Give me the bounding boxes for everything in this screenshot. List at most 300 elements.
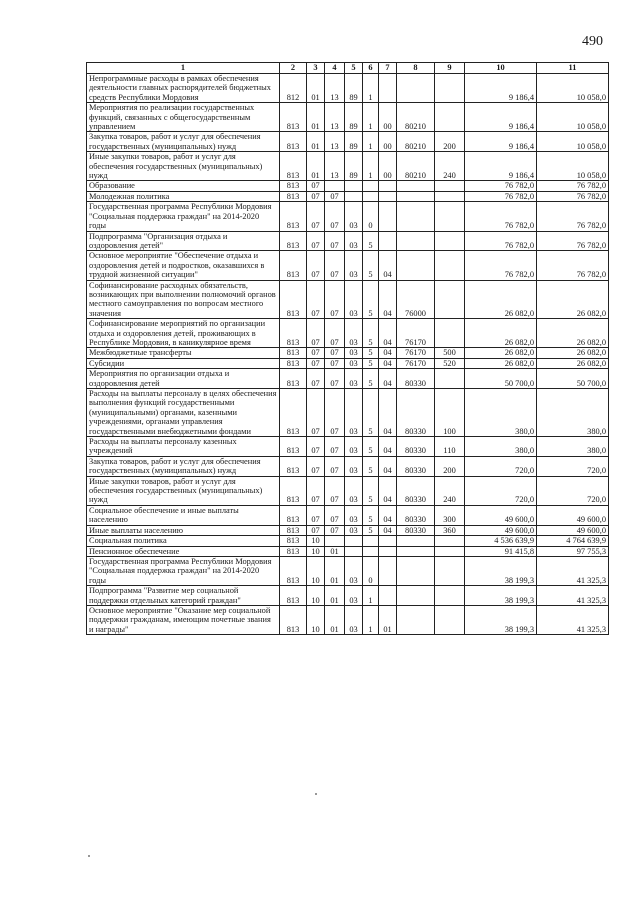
row-cell-c6: 1	[363, 152, 379, 181]
row-cell-c9: 110	[435, 437, 465, 457]
row-cell-c8: 80330	[397, 389, 435, 437]
row-name-cell: Образование	[87, 181, 280, 191]
table-row	[87, 536, 609, 546]
row-cell-c4: 07	[325, 456, 345, 476]
row-cell-c5: 03	[345, 476, 363, 505]
row-cell-c11: 49 600,0	[537, 505, 609, 525]
row-cell-c4: 13	[325, 152, 345, 181]
row-cell-c2: 813	[280, 358, 307, 368]
row-cell-c9: 200	[435, 132, 465, 152]
row-cell-c5	[345, 181, 363, 191]
row-cell-c4: 07	[325, 525, 345, 535]
row-cell-c11: 50 700,0	[537, 369, 609, 389]
row-cell-c10: 9 186,4	[465, 103, 537, 132]
row-cell-c9: 360	[435, 525, 465, 535]
row-cell-c6: 1	[363, 586, 379, 606]
row-cell-c4: 07	[325, 348, 345, 358]
row-cell-c8: 80330	[397, 525, 435, 535]
row-cell-c7: 04	[379, 319, 397, 348]
row-cell-c11: 380,0	[537, 437, 609, 457]
row-cell-c9	[435, 103, 465, 132]
row-cell-c3: 07	[307, 319, 325, 348]
row-cell-c11: 41 325,3	[537, 605, 609, 634]
row-cell-c7	[379, 536, 397, 546]
table-row	[87, 251, 609, 280]
row-name-cell: Мероприятия по организации отдыха и оздоровления детей	[87, 369, 280, 389]
row-cell-c5: 89	[345, 152, 363, 181]
row-cell-c10: 720,0	[465, 476, 537, 505]
row-cell-c11: 10 058,0	[537, 152, 609, 181]
row-cell-c10: 91 415,8	[465, 546, 537, 556]
row-cell-c2: 813	[280, 546, 307, 556]
table-row	[87, 456, 609, 476]
row-name-cell: Молодежная политика	[87, 191, 280, 201]
row-cell-c8: 76170	[397, 319, 435, 348]
row-cell-c10: 38 199,3	[465, 556, 537, 585]
row-cell-c2: 813	[280, 505, 307, 525]
row-name-cell: Субсидии	[87, 358, 280, 368]
row-cell-c9	[435, 369, 465, 389]
column-header: 9	[435, 63, 465, 74]
row-cell-c7: 04	[379, 280, 397, 319]
row-name-cell: Закупка товаров, работ и услуг для обеспечения государственных (муниципальных) нужд	[87, 132, 280, 152]
row-cell-c4: 13	[325, 74, 345, 103]
row-cell-c9	[435, 280, 465, 319]
row-cell-c10: 38 199,3	[465, 605, 537, 634]
row-cell-c11: 720,0	[537, 476, 609, 505]
row-cell-c10: 380,0	[465, 437, 537, 457]
row-cell-c11: 380,0	[537, 389, 609, 437]
row-cell-c4: 07	[325, 251, 345, 280]
row-cell-c7: 04	[379, 505, 397, 525]
table-row	[87, 280, 609, 319]
row-cell-c2: 813	[280, 556, 307, 585]
row-cell-c4: 07	[325, 369, 345, 389]
row-cell-c11: 76 782,0	[537, 251, 609, 280]
row-cell-c8: 80210	[397, 103, 435, 132]
row-cell-c11: 76 782,0	[537, 202, 609, 231]
row-cell-c2: 813	[280, 191, 307, 201]
row-cell-c6: 5	[363, 389, 379, 437]
row-name-cell: Иные закупки товаров, работ и услуг для обеспечения государственных (муниципальных) нужд	[87, 476, 280, 505]
row-cell-c7: 04	[379, 348, 397, 358]
row-cell-c10: 49 600,0	[465, 525, 537, 535]
table-row	[87, 389, 609, 437]
row-name-cell: Пенсионное обеспечение	[87, 546, 280, 556]
row-cell-c5: 03	[345, 358, 363, 368]
table-row	[87, 437, 609, 457]
row-cell-c10: 4 536 639,9	[465, 536, 537, 546]
row-cell-c4: 01	[325, 605, 345, 634]
row-cell-c5: 03	[345, 251, 363, 280]
row-name-cell: Закупка товаров, работ и услуг для обеспечения государственных (муниципальных) нужд	[87, 456, 280, 476]
row-name-cell: Иные закупки товаров, работ и услуг для обеспечения государственных (муниципальных) нужд	[87, 152, 280, 181]
row-cell-c4: 13	[325, 132, 345, 152]
row-cell-c5: 03	[345, 505, 363, 525]
row-name-cell: Социальная политика	[87, 536, 280, 546]
row-cell-c8	[397, 536, 435, 546]
row-cell-c6: 1	[363, 74, 379, 103]
row-cell-c3: 07	[307, 181, 325, 191]
table-row	[87, 132, 609, 152]
row-name-cell: Расходы на выплаты персоналу казенных учреждений	[87, 437, 280, 457]
row-cell-c8: 80210	[397, 152, 435, 181]
row-cell-c4: 07	[325, 505, 345, 525]
row-cell-c4: 07	[325, 358, 345, 368]
row-cell-c8	[397, 556, 435, 585]
row-cell-c3: 07	[307, 280, 325, 319]
row-cell-c8: 80330	[397, 369, 435, 389]
column-header: 4	[325, 63, 345, 74]
row-cell-c3: 10	[307, 556, 325, 585]
table-row	[87, 586, 609, 606]
row-cell-c2: 813	[280, 348, 307, 358]
row-cell-c6: 5	[363, 437, 379, 457]
row-cell-c5: 03	[345, 437, 363, 457]
row-cell-c3: 07	[307, 231, 325, 251]
row-cell-c6: 5	[363, 505, 379, 525]
row-cell-c3: 01	[307, 152, 325, 181]
table-row	[87, 505, 609, 525]
row-cell-c3: 07	[307, 251, 325, 280]
column-header: 6	[363, 63, 379, 74]
row-cell-c10: 76 782,0	[465, 202, 537, 231]
row-cell-c4: 07	[325, 191, 345, 201]
row-cell-c10: 26 082,0	[465, 348, 537, 358]
row-name-cell: Основное мероприятие "Обеспечение отдыха и оздоровления детей и подростков, оказавшихся в трудной жизненной ситуации"	[87, 251, 280, 280]
row-cell-c9	[435, 181, 465, 191]
row-name-cell: Мероприятия по реализации государственных функций, связанных с общегосударственным управлением	[87, 103, 280, 132]
row-cell-c8: 76170	[397, 348, 435, 358]
row-cell-c6: 5	[363, 251, 379, 280]
table-row	[87, 605, 609, 634]
row-cell-c3: 07	[307, 505, 325, 525]
row-cell-c7	[379, 191, 397, 201]
row-name-cell: Расходы на выплаты персоналу в целях обеспечения выполнения функций государственными (муниципальными) органами, казенными учреждениями, органами управления государственными внебюджетными фондами	[87, 389, 280, 437]
row-cell-c7	[379, 586, 397, 606]
row-cell-c11: 76 782,0	[537, 191, 609, 201]
row-cell-c11: 41 325,3	[537, 586, 609, 606]
row-cell-c9	[435, 74, 465, 103]
row-cell-c2: 813	[280, 181, 307, 191]
row-cell-c11: 76 782,0	[537, 181, 609, 191]
row-cell-c10: 38 199,3	[465, 586, 537, 606]
row-cell-c9	[435, 319, 465, 348]
table-header-row	[87, 63, 609, 74]
row-cell-c10: 9 186,4	[465, 152, 537, 181]
row-cell-c10: 76 782,0	[465, 251, 537, 280]
row-cell-c4: 07	[325, 202, 345, 231]
column-header: 10	[465, 63, 537, 74]
row-cell-c9: 100	[435, 389, 465, 437]
row-name-cell: Подпрограмма "Развитие мер социальной поддержки отдельных категорий граждан"	[87, 586, 280, 606]
row-cell-c4: 01	[325, 546, 345, 556]
row-cell-c5: 03	[345, 389, 363, 437]
row-cell-c2: 813	[280, 437, 307, 457]
row-cell-c7: 00	[379, 152, 397, 181]
row-cell-c3: 01	[307, 132, 325, 152]
row-cell-c11: 720,0	[537, 456, 609, 476]
row-cell-c11: 26 082,0	[537, 280, 609, 319]
row-cell-c11: 76 782,0	[537, 231, 609, 251]
row-cell-c7: 04	[379, 369, 397, 389]
row-cell-c6: 5	[363, 348, 379, 358]
row-cell-c8: 80330	[397, 476, 435, 505]
row-name-cell: Государственная программа Республики Мордовия "Социальная поддержка граждан" на 2014-2020 годы	[87, 556, 280, 585]
table-row	[87, 181, 609, 191]
row-cell-c3: 07	[307, 369, 325, 389]
row-cell-c9	[435, 231, 465, 251]
row-cell-c2: 813	[280, 476, 307, 505]
row-name-cell: Софинансирование мероприятий по организации отдыха и оздоровления детей, проживающих в Республике Мордовия, в каникулярное время	[87, 319, 280, 348]
row-cell-c4	[325, 181, 345, 191]
row-cell-c9	[435, 191, 465, 201]
row-cell-c3: 07	[307, 202, 325, 231]
row-cell-c6: 5	[363, 476, 379, 505]
row-cell-c5: 89	[345, 132, 363, 152]
row-cell-c7: 04	[379, 389, 397, 437]
row-cell-c5: 03	[345, 586, 363, 606]
row-cell-c7	[379, 74, 397, 103]
row-cell-c10: 76 782,0	[465, 231, 537, 251]
row-cell-c5: 03	[345, 280, 363, 319]
row-cell-c3: 07	[307, 389, 325, 437]
row-cell-c6: 5	[363, 358, 379, 368]
row-name-cell: Подпрограмма "Организация отдыха и оздоровления детей"	[87, 231, 280, 251]
row-cell-c8: 80210	[397, 132, 435, 152]
row-cell-c9: 200	[435, 456, 465, 476]
row-name-cell: Софинансирование расходных обязательств, возникающих при выполнении полномочий органов местного самоуправления по вопросам местного значения	[87, 280, 280, 319]
row-cell-c2: 813	[280, 251, 307, 280]
column-header: 2	[280, 63, 307, 74]
row-cell-c2: 812	[280, 74, 307, 103]
row-name-cell: Иные выплаты населению	[87, 525, 280, 535]
row-cell-c9	[435, 536, 465, 546]
row-cell-c8	[397, 181, 435, 191]
table-row	[87, 348, 609, 358]
row-name-cell: Межбюджетные трансферты	[87, 348, 280, 358]
row-cell-c8: 76170	[397, 358, 435, 368]
row-cell-c7: 04	[379, 456, 397, 476]
row-cell-c3: 07	[307, 456, 325, 476]
row-cell-c11: 49 600,0	[537, 525, 609, 535]
row-cell-c7	[379, 181, 397, 191]
row-cell-c6: 5	[363, 280, 379, 319]
row-cell-c4: 07	[325, 437, 345, 457]
row-cell-c8: 76000	[397, 280, 435, 319]
column-header: 1	[87, 63, 280, 74]
row-cell-c9	[435, 605, 465, 634]
row-cell-c8: 80330	[397, 437, 435, 457]
row-cell-c5: 03	[345, 605, 363, 634]
row-name-cell: Социальное обеспечение и иные выплаты населению	[87, 505, 280, 525]
row-cell-c6	[363, 191, 379, 201]
table-row	[87, 152, 609, 181]
row-cell-c8	[397, 74, 435, 103]
row-cell-c6: 1	[363, 103, 379, 132]
row-cell-c2: 813	[280, 456, 307, 476]
budget-table	[86, 62, 609, 635]
row-cell-c10: 50 700,0	[465, 369, 537, 389]
row-cell-c2: 813	[280, 586, 307, 606]
row-cell-c4: 07	[325, 389, 345, 437]
row-cell-c7	[379, 546, 397, 556]
table-row	[87, 369, 609, 389]
row-cell-c8	[397, 202, 435, 231]
row-cell-c11: 4 764 639,9	[537, 536, 609, 546]
row-cell-c11: 26 082,0	[537, 358, 609, 368]
row-cell-c9	[435, 546, 465, 556]
column-header: 7	[379, 63, 397, 74]
row-name-cell: Непрограммные расходы в рамках обеспечения деятельности главных распорядителей бюджетных средств Республики Мордовия	[87, 74, 280, 103]
row-cell-c4: 07	[325, 319, 345, 348]
row-cell-c4: 07	[325, 476, 345, 505]
row-cell-c9: 500	[435, 348, 465, 358]
row-cell-c8	[397, 231, 435, 251]
table-row	[87, 191, 609, 201]
row-cell-c6	[363, 536, 379, 546]
column-header: 11	[537, 63, 609, 74]
row-cell-c7: 00	[379, 103, 397, 132]
row-cell-c2: 813	[280, 605, 307, 634]
row-cell-c7	[379, 556, 397, 585]
row-cell-c2: 813	[280, 231, 307, 251]
row-cell-c4: 01	[325, 586, 345, 606]
row-cell-c6: 5	[363, 456, 379, 476]
table-row	[87, 525, 609, 535]
row-cell-c7: 04	[379, 358, 397, 368]
row-cell-c3: 07	[307, 437, 325, 457]
row-cell-c2: 813	[280, 369, 307, 389]
row-cell-c6: 1	[363, 132, 379, 152]
row-cell-c8	[397, 586, 435, 606]
row-cell-c3: 01	[307, 103, 325, 132]
row-cell-c2: 813	[280, 132, 307, 152]
row-cell-c5: 03	[345, 525, 363, 535]
row-cell-c4: 07	[325, 280, 345, 319]
row-cell-c5: 03	[345, 456, 363, 476]
row-cell-c8	[397, 605, 435, 634]
row-cell-c3: 01	[307, 74, 325, 103]
row-cell-c3: 10	[307, 546, 325, 556]
row-cell-c2: 813	[280, 280, 307, 319]
row-cell-c11: 10 058,0	[537, 132, 609, 152]
table-row	[87, 546, 609, 556]
row-cell-c3: 10	[307, 586, 325, 606]
row-cell-c9	[435, 556, 465, 585]
row-cell-c2: 813	[280, 536, 307, 546]
row-cell-c5: 03	[345, 319, 363, 348]
row-cell-c6: 1	[363, 605, 379, 634]
row-cell-c4: 07	[325, 231, 345, 251]
row-cell-c7	[379, 231, 397, 251]
row-cell-c10: 9 186,4	[465, 74, 537, 103]
scan-mark	[315, 793, 317, 795]
row-cell-c3: 10	[307, 605, 325, 634]
row-cell-c5: 03	[345, 556, 363, 585]
row-cell-c5: 03	[345, 348, 363, 358]
table-row	[87, 103, 609, 132]
row-cell-c2: 813	[280, 202, 307, 231]
row-cell-c7: 00	[379, 132, 397, 152]
table-row	[87, 358, 609, 368]
row-cell-c3: 07	[307, 358, 325, 368]
row-cell-c3: 07	[307, 348, 325, 358]
row-cell-c10: 26 082,0	[465, 280, 537, 319]
table-row	[87, 476, 609, 505]
row-cell-c7	[379, 202, 397, 231]
row-cell-c9: 300	[435, 505, 465, 525]
row-cell-c11: 26 082,0	[537, 348, 609, 358]
row-cell-c5: 03	[345, 231, 363, 251]
row-cell-c10: 26 082,0	[465, 319, 537, 348]
row-cell-c10: 76 782,0	[465, 181, 537, 191]
row-cell-c11: 26 082,0	[537, 319, 609, 348]
table-body	[87, 74, 609, 635]
row-cell-c9: 240	[435, 152, 465, 181]
row-cell-c2: 813	[280, 525, 307, 535]
row-cell-c9	[435, 251, 465, 280]
row-cell-c8	[397, 191, 435, 201]
page-number: 490	[582, 34, 603, 49]
column-header: 5	[345, 63, 363, 74]
row-cell-c11: 10 058,0	[537, 74, 609, 103]
row-cell-c10: 76 782,0	[465, 191, 537, 201]
row-cell-c11: 10 058,0	[537, 103, 609, 132]
row-cell-c9: 240	[435, 476, 465, 505]
row-cell-c10: 720,0	[465, 456, 537, 476]
row-cell-c4: 13	[325, 103, 345, 132]
row-cell-c8: 80330	[397, 456, 435, 476]
row-cell-c2: 813	[280, 103, 307, 132]
row-cell-c9: 520	[435, 358, 465, 368]
row-cell-c7: 04	[379, 437, 397, 457]
row-cell-c7: 01	[379, 605, 397, 634]
column-header: 8	[397, 63, 435, 74]
row-cell-c7: 04	[379, 525, 397, 535]
row-cell-c5	[345, 546, 363, 556]
row-cell-c5: 89	[345, 74, 363, 103]
row-cell-c2: 813	[280, 389, 307, 437]
row-cell-c3: 07	[307, 525, 325, 535]
row-cell-c5	[345, 536, 363, 546]
row-cell-c5: 03	[345, 369, 363, 389]
row-cell-c10: 49 600,0	[465, 505, 537, 525]
row-cell-c8: 80330	[397, 505, 435, 525]
row-cell-c8	[397, 546, 435, 556]
row-cell-c10: 380,0	[465, 389, 537, 437]
row-name-cell: Основное мероприятие "Оказание мер социальной поддержки гражданам, имеющим почетные звания и награды"	[87, 605, 280, 634]
row-cell-c7: 04	[379, 476, 397, 505]
row-cell-c11: 41 325,3	[537, 556, 609, 585]
row-cell-c6: 5	[363, 369, 379, 389]
row-cell-c5: 03	[345, 202, 363, 231]
row-cell-c11: 97 755,3	[537, 546, 609, 556]
row-cell-c9	[435, 586, 465, 606]
row-cell-c5: 89	[345, 103, 363, 132]
table-row	[87, 74, 609, 103]
row-name-cell: Государственная программа Республики Мордовия "Социальная поддержка граждан" на 2014-2020 годы	[87, 202, 280, 231]
table-row	[87, 556, 609, 585]
row-cell-c6	[363, 546, 379, 556]
row-cell-c4	[325, 536, 345, 546]
row-cell-c3: 07	[307, 476, 325, 505]
row-cell-c6: 5	[363, 319, 379, 348]
table-row	[87, 202, 609, 231]
row-cell-c3: 07	[307, 191, 325, 201]
row-cell-c6	[363, 181, 379, 191]
row-cell-c4: 01	[325, 556, 345, 585]
